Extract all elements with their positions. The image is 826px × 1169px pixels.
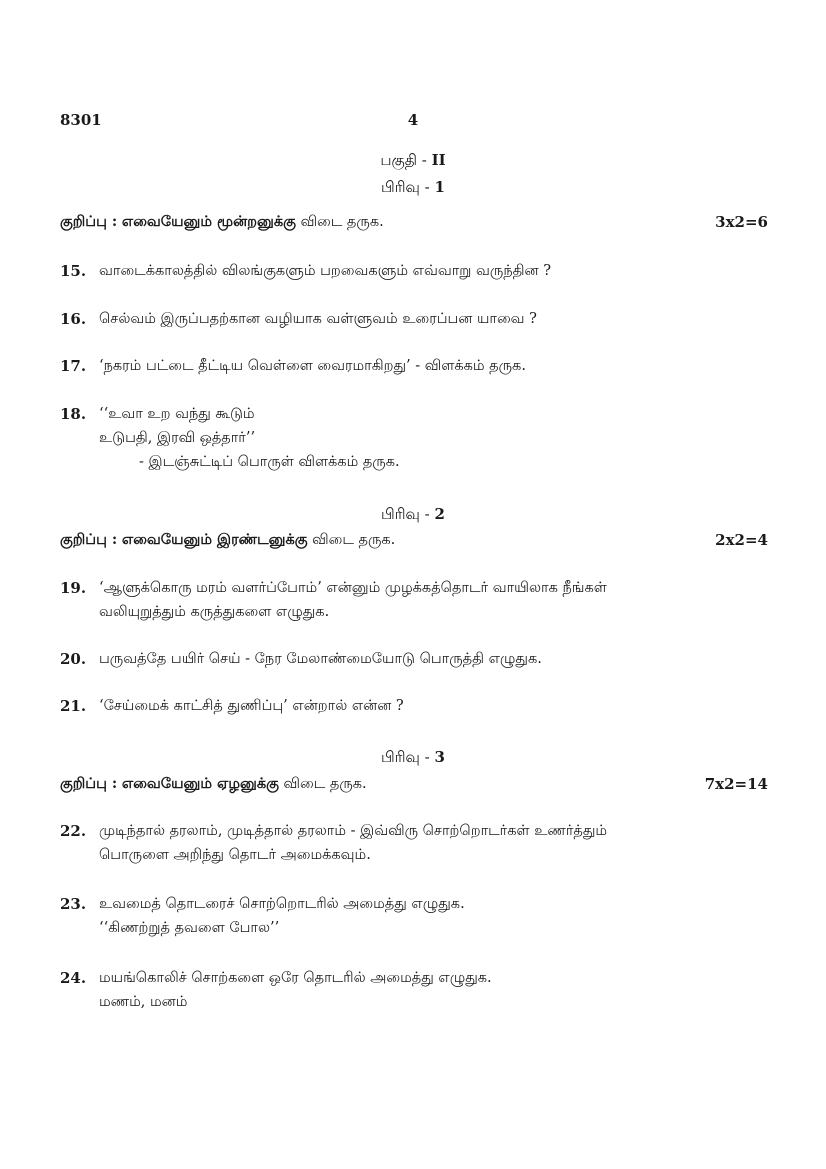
question [60,892,768,940]
marks: 7x2=14 [704,775,768,793]
question-number: 23. [60,895,87,913]
question-text: பருவத்தே பயிர் செய் - நேர மேலாண்மையோடு பொருத்தி எழுதுக. [99,651,542,667]
question-number: 19. [60,579,87,597]
question [60,259,768,283]
part-title: பகுதி [380,151,418,169]
page-number: 4 [407,111,419,129]
question-text: வாடைக்காலத்தில் விலங்குகளும் பறவைகளும் எவ்வாறு வருந்தின ? [99,263,551,279]
question [60,647,768,671]
question-text: ‘‘உவா உற வந்து கூடும் [99,406,255,422]
section-note [60,531,768,550]
part-heading: பகுதி - II [380,151,446,169]
question-number: 24. [60,969,87,987]
question-text: உடுபதி, இரவி ஒத்தார்’’ [99,430,256,446]
section-title: பிரிவு [381,178,420,196]
question [60,307,768,331]
note-bold: எவையேனும் இரண்டனுக்கு [121,531,308,548]
question-number: 18. [60,405,87,423]
question-text: - இடஞ்சுட்டிப் பொருள் விளக்கம் தருக. [139,454,400,470]
question-text: ‘‘கிணற்றுத் தவளை போல’’ [99,920,280,936]
note-label: குறிப்பு : [60,775,118,792]
note-bold: எவையேனும் மூன்றனுக்கு [121,213,296,230]
question [60,402,768,474]
part-num: II [431,151,446,169]
question [60,819,768,867]
question-text: முடிந்தால் தரலாம், முடித்தால் தரலாம் - இவ்விரு சொற்றொடர்கள் உணர்த்தும் [99,823,608,839]
section-num: 1 [434,178,445,196]
question-text: பொருளை அறிந்து தொடர் அமைக்கவும். [99,847,371,863]
section-heading: பிரிவு - 2 [381,505,445,523]
section-num: 3 [434,748,445,766]
section-note [60,775,768,794]
note-bold: எவையேனும் ஏழனுக்கு [121,775,279,792]
marks: 3x2=6 [715,213,768,231]
question-number: 20. [60,650,87,668]
question-number: 17. [60,357,87,375]
section-heading: பிரிவு - 3 [381,748,445,766]
question-text: வலியுறுத்தும் கருத்துகளை எழுதுக. [99,604,330,620]
question-text: ‘நகரம் பட்டை தீட்டிய வெள்ளை வைரமாகிறது’ - விளக்கம் தருக. [99,358,526,374]
question [60,966,768,1014]
question-text: மயங்கொலிச் சொற்களை ஒரே தொடரில் அமைத்து எழுதுக. [99,970,492,986]
section-title: பிரிவு [381,748,420,766]
section-note [60,213,768,232]
note-text: விடை தருக. [312,532,396,548]
question-number: 21. [60,697,87,715]
question [60,694,768,718]
note-text: விடை தருக. [300,214,384,230]
question-number: 15. [60,262,87,280]
question [60,576,768,624]
question-text: மணம், மனம் [99,994,188,1010]
question-number: 22. [60,822,87,840]
question-text: ‘சேய்மைக் காட்சித் துணிப்பு’ என்றால் என்ன ? [99,698,404,714]
question-text: உவமைத் தொடரைச் சொற்றொடரில் அமைத்து எழுதுக. [99,896,465,912]
paper-code: 8301 [60,111,102,129]
question-text: ‘ஆளுக்கொரு மரம் வளர்ப்போம்’ என்னும் முழக்கத்தொடர் வாயிலாக நீங்கள் [99,580,607,596]
question-text: செல்வம் இருப்பதற்கான வழியாக வள்ளுவம் உரைப்பன யாவை ? [99,311,537,327]
marks: 2x2=4 [715,531,768,549]
section-num: 2 [434,505,445,523]
note-text: விடை தருக. [283,776,367,792]
note-label: குறிப்பு : [60,213,118,230]
question-number: 16. [60,310,87,328]
section-heading: பிரிவு - 1 [381,178,445,196]
question [60,354,768,378]
note-label: குறிப்பு : [60,531,118,548]
section-title: பிரிவு [381,505,420,523]
